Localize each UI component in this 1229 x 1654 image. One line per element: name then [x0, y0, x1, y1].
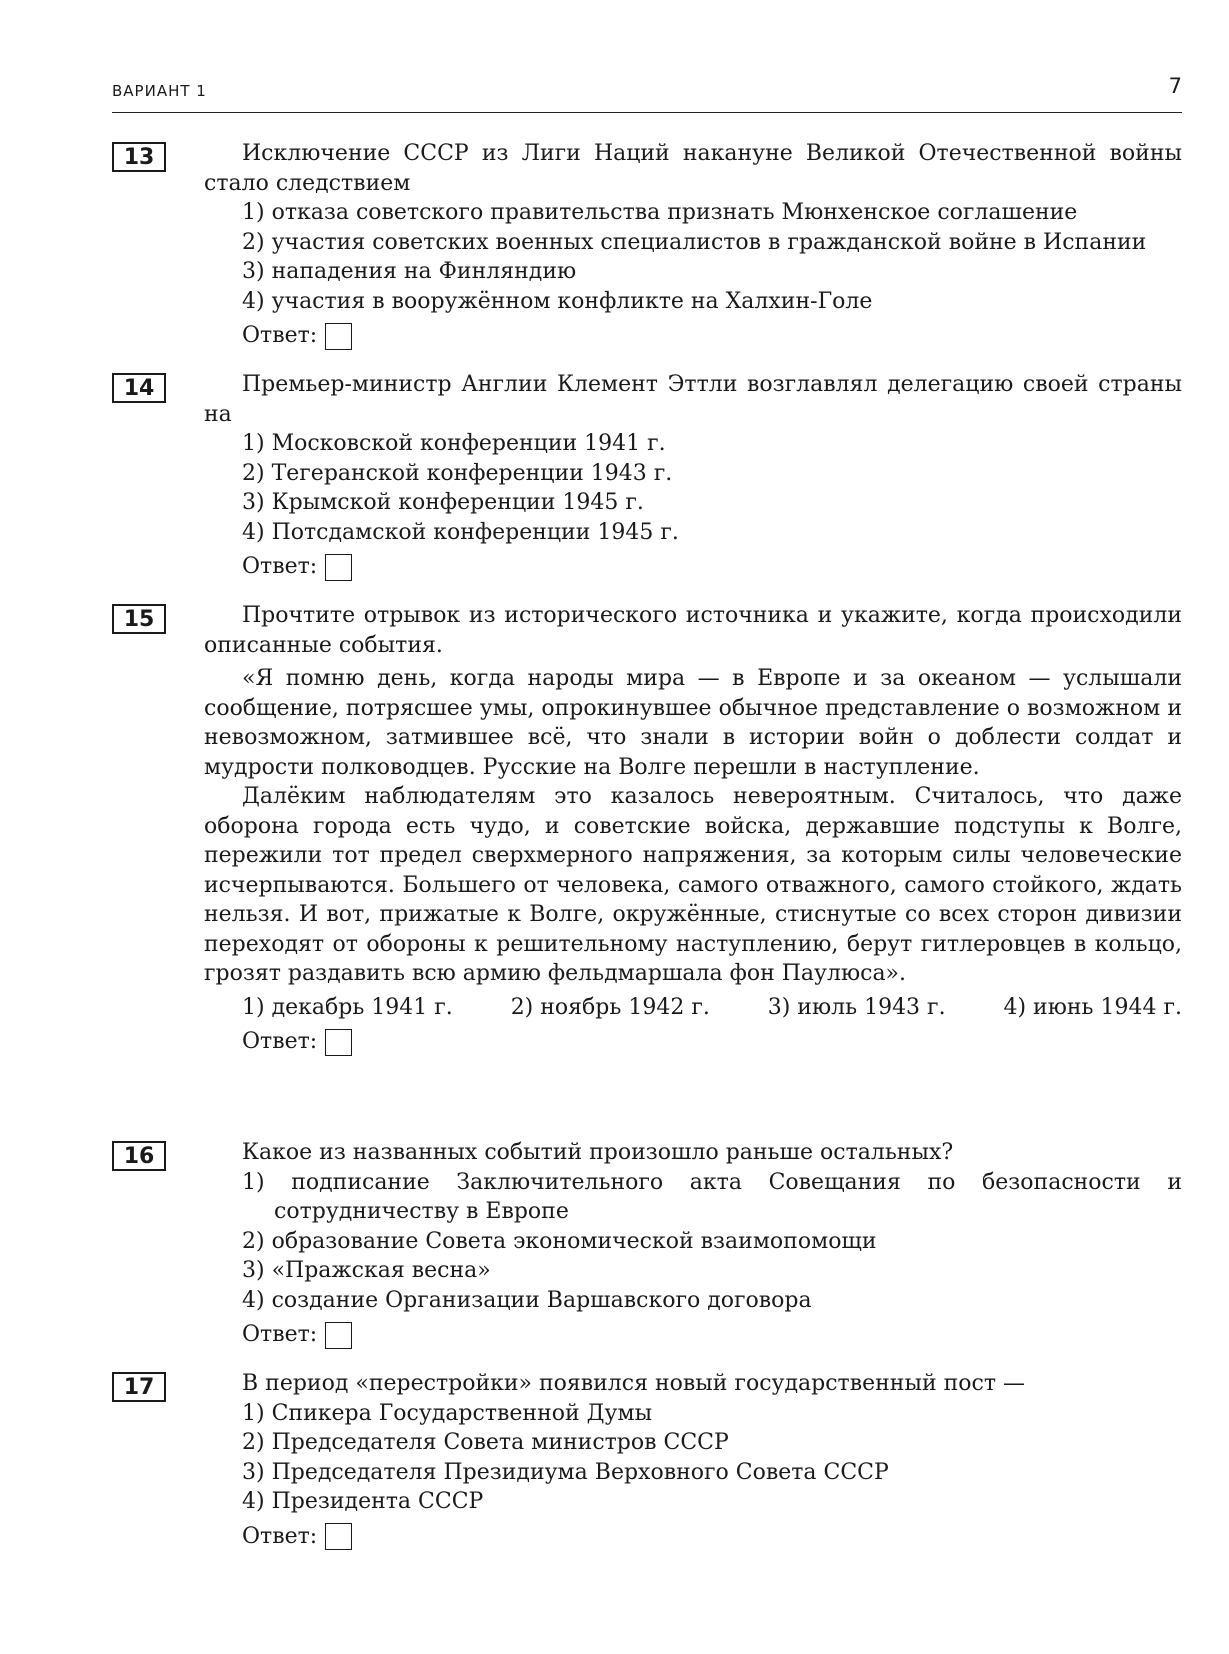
task-number-box: 17	[112, 1372, 166, 1402]
task-number-box: 15	[112, 604, 166, 634]
answer-label: Ответ:	[242, 554, 318, 580]
question-text: Какое из названных событий произошло раньше остальных?	[242, 1140, 954, 1165]
source-paragraph: «Я помню день, когда народы мира — в Европе и за океаном — услышали сообщение, потрясшее умы, опрокинувшее обычное представление о возможном и невозможном, затмившее всё, что знали в истории войн о доблести солдат и мудрости полководцев. Русские на Волге перешли в наступление.	[204, 666, 1182, 780]
answer-box[interactable]	[325, 1322, 352, 1349]
task-body	[204, 601, 1182, 1059]
option-2: 2) Председателя Совета министров СССР	[242, 1430, 729, 1455]
task-number-box: 16	[112, 1141, 166, 1171]
task-body	[204, 1138, 1182, 1352]
option-1: 1) отказа советского правительства признать Мюнхенское соглашение	[242, 200, 1078, 225]
task-number-box: 14	[112, 373, 166, 403]
option-2: 2) участия советских военных специалистов в гражданской войне в Испании	[242, 229, 1147, 255]
option-2: 2) Тегеранской конференции 1943 г.	[242, 460, 673, 486]
option-4: 4) участия в вооружённом конфликте на Халхин-Голе	[242, 288, 873, 314]
option-3: 3) «Пражская весна»	[242, 1258, 491, 1283]
question-text: Прочтите отрывок из исторического источника и укажите, когда происходили описанные события.	[204, 603, 1182, 658]
variant-label: ВАРИАНТ 1	[112, 82, 207, 100]
option-3: 3) нападения на Финляндию	[242, 259, 577, 284]
answer-row	[242, 550, 1182, 584]
task-body	[204, 370, 1182, 584]
option-4: 4) Президента СССР	[242, 1489, 484, 1514]
option-4: 4) Потсдамской конференции 1945 г.	[242, 519, 679, 545]
historical-source-excerpt	[204, 664, 1182, 989]
answer-row	[242, 1318, 1182, 1352]
option-3: 3) июль 1943 г.	[767, 994, 946, 1020]
option-2: 2) ноябрь 1942 г.	[510, 994, 710, 1020]
option-1: 1) Спикера Государственной Думы	[242, 1400, 653, 1426]
answer-row	[242, 1520, 1182, 1554]
answer-box[interactable]	[325, 323, 352, 350]
date-options	[242, 993, 1182, 1023]
task-body	[204, 139, 1182, 353]
task-number-box: 13	[112, 142, 166, 172]
answer-row	[242, 1025, 1182, 1059]
option-4: 4) июнь 1944 г.	[1003, 994, 1182, 1020]
question-text: Исключение СССР из Лиги Наций накануне Великой Отечественной войны стало следствием	[204, 141, 1182, 196]
answer-label: Ответ:	[242, 323, 318, 349]
option-1: 1) подписание Заключительного акта Совещания по безопасности и сотрудничеству в Европе	[242, 1169, 1182, 1224]
question-text: Премьер-министр Англии Клемент Эттли возглавлял делегацию своей страны на	[204, 372, 1182, 427]
option-3: 3) Крымской конференции 1945 г.	[242, 490, 644, 515]
option-3: 3) Председателя Президиума Верховного Совета СССР	[242, 1459, 889, 1485]
answer-label: Ответ:	[242, 1523, 318, 1549]
answer-box[interactable]	[325, 1029, 352, 1056]
answer-box[interactable]	[325, 554, 352, 581]
answer-label: Ответ:	[242, 1322, 318, 1348]
option-4: 4) создание Организации Варшавского договора	[242, 1287, 812, 1313]
question-text: В период «перестройки» появился новый государственный пост —	[242, 1371, 1025, 1396]
option-2: 2) образование Совета экономической взаимопомощи	[242, 1228, 877, 1254]
task-body	[204, 1369, 1182, 1554]
answer-row	[242, 319, 1182, 353]
option-1: 1) декабрь 1941 г.	[242, 994, 453, 1020]
answer-box[interactable]	[325, 1523, 352, 1550]
page-number: 7	[1168, 74, 1182, 98]
page-header	[112, 74, 1182, 113]
source-paragraph: Далёким наблюдателям это казалось невероятным. Считалось, что даже оборона города есть чудо, и советские войска, державшие подступы к Волге, пережили тот предел сверхмерного напряжения, за которым силы человеческие исчерпываются. Большего от человека, самого отважного, самого стойкого, ждать нельзя. И вот, прижатые к Волге, окружённые, стиснутые со всех сторон дивизии переходят от обороны к решительному наступлению, берут гитлеровцев в кольцо, грозят раздавить всю армию фельдмаршала фон Паулюса».	[204, 784, 1182, 986]
option-1: 1) Московской конференции 1941 г.	[242, 431, 666, 456]
answer-label: Ответ:	[242, 1029, 318, 1055]
